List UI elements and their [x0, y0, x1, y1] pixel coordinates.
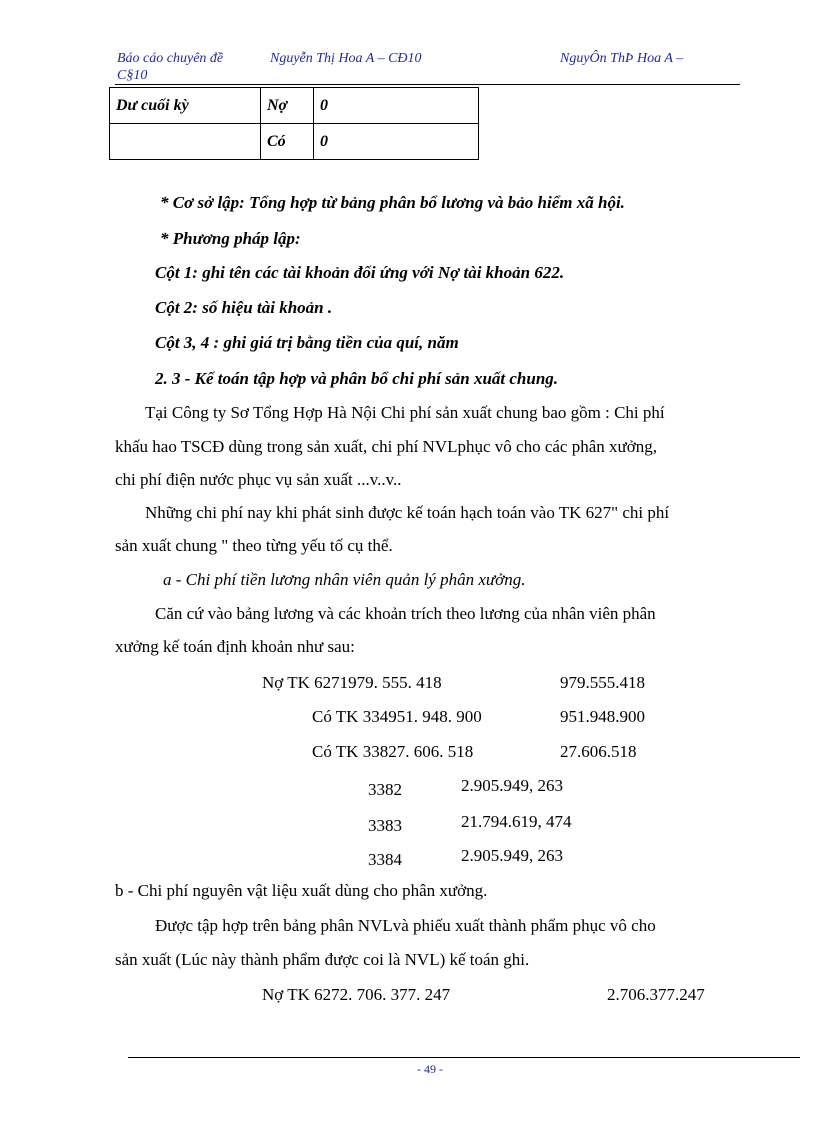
method-line: * Phương pháp lập: [160, 229, 301, 248]
column34-line: Cột 3, 4 : ghi giá trị bằng tiền của quí, năm [155, 333, 459, 352]
header-center: Nguyễn Thị Hoa A – CĐ10 [270, 51, 422, 66]
entry-co-338-label: Có TK 33827. 606. 518 [312, 742, 474, 761]
header-left-line2: C§10 [117, 68, 148, 83]
row-value: 0 [314, 88, 479, 124]
sub-account-value: 2.905.949, 263 [461, 776, 563, 795]
entry-no-6272-value: 2.706.377.247 [607, 985, 705, 1004]
entry-no-6272-label: Nợ TK 6272. 706. 377. 247 [262, 985, 451, 1004]
section-heading: 2. 3 - Kế toán tập hợp và phân bổ chi phí sản xuất chung. [155, 369, 559, 388]
table-row [110, 88, 479, 124]
entry-co-334-label: Có TK 334951. 948. 900 [312, 707, 482, 726]
subheading-a: a - Chi phí tiền lương nhân viên quản lý phân xưởng. [163, 570, 526, 589]
footer-rule [128, 1057, 800, 1058]
paragraph2-line1: Những chi phí nay khi phát sinh được kế toán hạch toán vào TK 627" chi phí [145, 503, 670, 522]
table-row [110, 124, 479, 160]
balance-table [109, 87, 479, 160]
row-side: Có [261, 124, 314, 160]
paragraph3-line2: xưởng kế toán định khoản như sau: [115, 637, 355, 656]
row-label [110, 124, 261, 160]
entry-no-6271-label: Nợ TK 6271979. 555. 418 [262, 673, 442, 692]
row-side: Nợ [261, 88, 314, 124]
sub-account: 3384 [368, 850, 402, 869]
basis-line: * Cơ sở lập: Tổng hợp từ bảng phân bổ lương và bảo hiểm xã hội. [160, 193, 625, 212]
paragraph1-line2: khấu hao TSCĐ dùng trong sản xuất, chi phí NVLphục vô cho các phân xưởng, [115, 437, 657, 456]
page-number: - 49 - [417, 1062, 443, 1076]
paragraph3-line1: Căn cứ vào bảng lương và các khoản trích theo lương của nhân viên phân [155, 604, 656, 623]
column2-line: Cột 2: số hiệu tài khoản . [155, 298, 333, 317]
entry-no-6271-value: 979.555.418 [560, 673, 645, 692]
sub-account: 3383 [368, 816, 402, 835]
subheading-b: b - Chi phí nguyên vật liệu xuất dùng cho phân xưởng. [115, 881, 488, 900]
entry-co-338-value: 27.606.518 [560, 742, 637, 761]
entry-co-334-value: 951.948.900 [560, 707, 645, 726]
row-value: 0 [314, 124, 479, 160]
paragraph1-line1: Tại Công ty Sơ Tổng Hợp Hà Nội Chi phí sản xuất chung bao gồm : Chi phí [145, 403, 665, 422]
row-label: Dư cuối kỳ [110, 88, 261, 124]
sub-account-value: 2.905.949, 263 [461, 846, 563, 865]
paragraph4-line2: sản xuất (Lúc này thành phẩm được coi là NVL) kế toán ghi. [115, 950, 530, 969]
sub-account: 3382 [368, 780, 402, 799]
header-left-line1: Báo cáo chuyên đề [117, 51, 224, 66]
header-rule [115, 84, 740, 85]
paragraph2-line2: sản xuất chung " theo từng yếu tố cụ thể. [115, 536, 393, 555]
header-right: NguyÔn ThÞ Hoa A – [560, 51, 684, 66]
paragraph4-line1: Được tập hợp trên bảng phân NVLvà phiếu xuất thành phẩm phục vô cho [155, 916, 656, 935]
sub-account-value: 21.794.619, 474 [461, 812, 572, 831]
column1-line: Cột 1: ghi tên các tài khoản đối ứng với Nợ tài khoản 622. [155, 263, 565, 282]
paragraph1-line3: chi phí điện nước phục vụ sản xuất ...v..v.. [115, 470, 402, 489]
